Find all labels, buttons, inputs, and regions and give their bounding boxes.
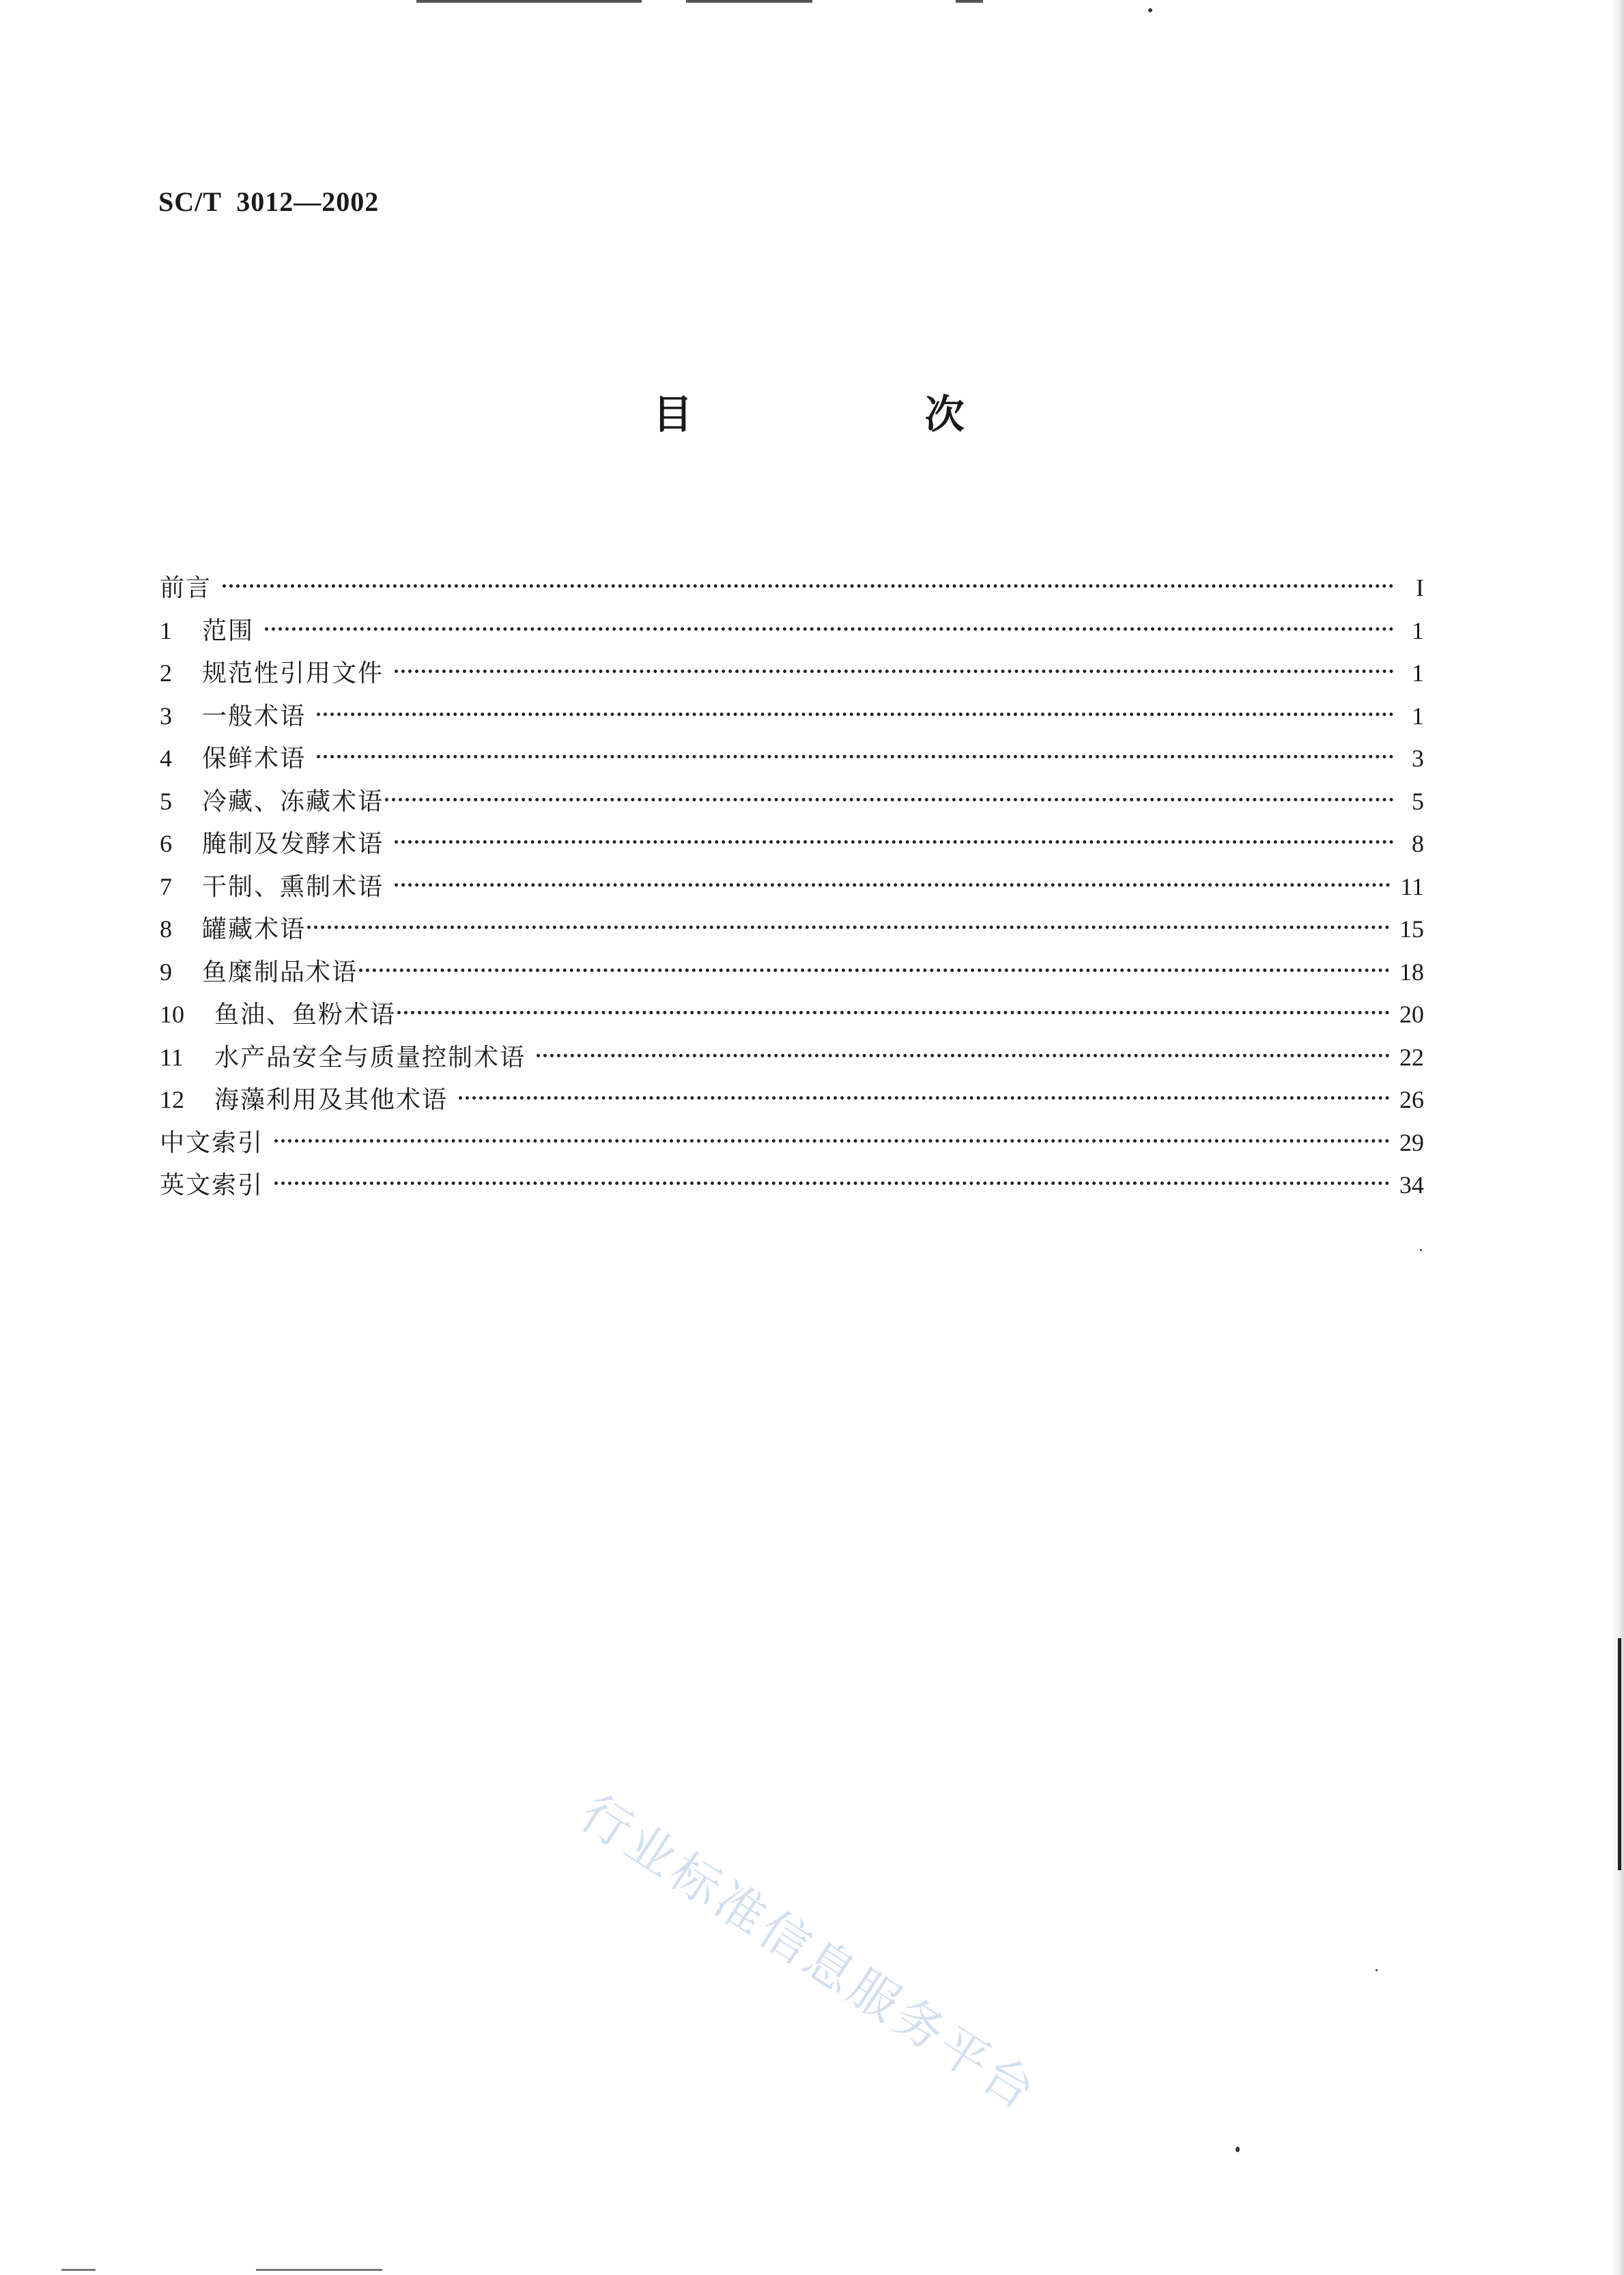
toc-leader-dots	[459, 1096, 1390, 1100]
toc-entry[interactable]	[160, 695, 1424, 738]
toc-leader-dots	[395, 840, 1394, 844]
toc-leader-dots	[274, 1139, 1390, 1143]
toc-entry-number: 9	[160, 958, 172, 986]
toc-entry-number: 6	[160, 830, 172, 857]
toc-entry-page: 1	[1412, 702, 1424, 730]
toc-entry-title: 保鲜术语	[202, 745, 307, 773]
toc-entry-page: 15	[1399, 915, 1424, 943]
toc-entry-title: 中文索引	[160, 1128, 264, 1157]
toc-entry[interactable]	[160, 737, 1424, 780]
toc-entry-title: 一般术语	[202, 702, 307, 730]
toc-leader-dots	[359, 969, 1390, 972]
scan-right-edge	[1610, 0, 1624, 2275]
toc-entry[interactable]	[160, 780, 1424, 823]
toc-leader-dots	[265, 627, 1394, 631]
toc-leader-dots	[537, 1054, 1390, 1057]
toc-entry-number: 10	[160, 1001, 184, 1028]
toc-entry-title: 鱼油、鱼粉术语	[214, 1001, 397, 1029]
toc-entry-page: 18	[1399, 958, 1424, 986]
table-of-contents	[160, 567, 1424, 1207]
toc-entry-number: 3	[160, 702, 172, 730]
toc-entry-page: 3	[1412, 745, 1424, 772]
toc-entry-page: I	[1416, 574, 1424, 601]
toc-entry-page: 26	[1399, 1086, 1424, 1113]
toc-entry-number: 1	[160, 616, 172, 644]
toc-leader-dots	[385, 798, 1394, 801]
toc-entry[interactable]	[160, 1036, 1424, 1079]
toc-entry-page: 20	[1399, 1001, 1424, 1028]
toc-entry-title: 腌制及发酵术语	[202, 830, 384, 858]
scan-top-artifacts	[0, 0, 1624, 10]
scan-speck	[1420, 1249, 1422, 1251]
toc-entry[interactable]	[160, 1078, 1424, 1121]
toc-entry-number: 8	[160, 915, 172, 943]
toc-entry-number: 5	[160, 787, 172, 815]
toc-entry-title: 水产品安全与质量控制术语	[214, 1043, 526, 1072]
toc-leader-dots	[317, 755, 1394, 758]
toc-leader-dots	[395, 670, 1394, 673]
toc-entry-title: 规范性引用文件	[202, 659, 384, 687]
toc-entry-number: 12	[160, 1086, 184, 1113]
scan-speck	[1376, 1969, 1378, 1971]
toc-entry[interactable]	[160, 993, 1424, 1036]
toc-entry-title: 鱼糜制品术语	[202, 958, 358, 986]
watermark: 行业标准信息服务平台	[570, 1784, 1049, 2122]
toc-entry-title: 英文索引	[160, 1171, 264, 1199]
toc-entry-number: 2	[160, 659, 172, 687]
toc-heading: 目 次	[653, 391, 1074, 438]
toc-entry[interactable]	[160, 865, 1424, 908]
toc-entry[interactable]	[160, 567, 1424, 610]
toc-entry-page: 11	[1400, 872, 1424, 900]
toc-entry[interactable]	[160, 822, 1424, 865]
toc-entry-title: 罐藏术语	[202, 915, 307, 943]
toc-entry-number: 11	[160, 1043, 184, 1071]
scan-speck	[1236, 2147, 1240, 2152]
toc-entry[interactable]	[160, 1121, 1424, 1164]
toc-entry-page: 22	[1399, 1043, 1424, 1071]
toc-entry-page: 1	[1412, 659, 1424, 687]
toc-leader-dots	[317, 713, 1394, 716]
toc-entry-title: 范围	[202, 616, 255, 645]
document-code: SC/T 3012—2002	[158, 186, 380, 217]
toc-entry-page: 1	[1412, 616, 1424, 644]
toc-leader-dots	[307, 926, 1390, 929]
toc-entry-title: 海藻利用及其他术语	[214, 1086, 448, 1114]
toc-entry-page: 8	[1412, 830, 1424, 857]
toc-entry-title: 冷藏、冻藏术语	[202, 787, 384, 816]
toc-entry[interactable]	[160, 610, 1424, 653]
toc-entry-number: 7	[160, 872, 172, 900]
toc-entry[interactable]	[160, 951, 1424, 994]
toc-entry-title: 干制、熏制术语	[202, 872, 384, 901]
toc-entry-page: 5	[1412, 787, 1424, 815]
toc-entry[interactable]	[160, 652, 1424, 695]
toc-entry-number: 4	[160, 745, 172, 772]
toc-entry-page: 29	[1399, 1128, 1424, 1156]
toc-leader-dots	[397, 1011, 1390, 1014]
toc-leader-dots	[395, 883, 1391, 887]
scan-speck	[1148, 8, 1152, 12]
toc-entry[interactable]	[160, 1164, 1424, 1207]
toc-entry[interactable]	[160, 908, 1424, 951]
toc-entry-title: 前言	[160, 574, 212, 602]
toc-leader-dots	[274, 1182, 1390, 1185]
toc-entry-page: 34	[1399, 1171, 1424, 1199]
toc-leader-dots	[223, 584, 1394, 588]
